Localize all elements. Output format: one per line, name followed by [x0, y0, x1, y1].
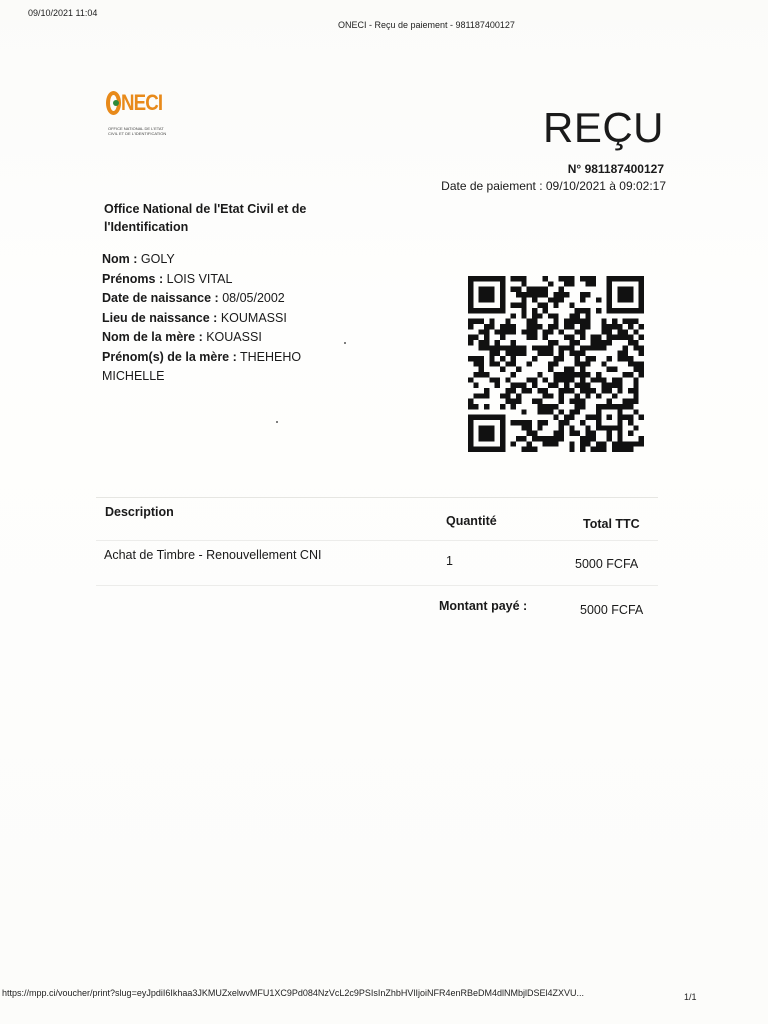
logo-o-icon — [106, 91, 121, 115]
footer-page-number: 1/1 — [684, 992, 697, 1002]
prenoms-value: LOIS VITAL — [166, 271, 233, 286]
print-datetime: 09/10/2021 11:04 — [28, 8, 98, 18]
prenoms-label: Prénoms : — [102, 271, 164, 286]
header-total: Total TTC — [583, 517, 640, 531]
lieu-value: KOUMASSI — [220, 310, 287, 325]
nom-label: Nom : — [102, 252, 138, 266]
row-quantity: 1 — [446, 554, 453, 568]
logo-subtitle: OFFICE NATIONAL DE L'ETAT CIVIL ET DE L'IDENTIFICATION — [108, 126, 167, 136]
row-description: Achat de Timbre - Renouvellement CNI — [104, 548, 322, 562]
amount-paid-value: 5000 FCFA — [580, 603, 644, 617]
prenom-mere-label: Prénom(s) de la mère : — [102, 349, 237, 364]
naissance-label: Date de naissance : — [102, 291, 219, 305]
footer-url: https://mpp.ci/voucher/print?slug=eyJpdiI6Ikhaa3JKMUZxelwvMFU1XC9Pd084NzVcL2c9PSIsInZhbHVlIjoiNFR4enRBeDM4dlNMbjlDSEl4ZXVU... — [2, 988, 584, 998]
identity-row-prenom-mere — [102, 348, 362, 387]
header-quantity: Quantité — [446, 514, 497, 528]
table-bottom-divider — [96, 585, 658, 586]
identity-row-mere — [102, 328, 362, 348]
identity-row-nom — [102, 250, 362, 270]
header-description: Description — [105, 505, 174, 519]
scan-speck — [276, 421, 278, 423]
payment-date: Date de paiement : 09/10/2021 à 09:02:17 — [441, 179, 666, 193]
qr-code — [462, 276, 650, 452]
lieu-label: Lieu de naissance : — [102, 310, 218, 325]
receipt-number: N° 981187400127 — [567, 162, 664, 176]
nom-value: GOLY — [140, 252, 175, 266]
table-top-divider — [96, 497, 658, 498]
print-document-title: ONECI - Reçu de paiement - 981187400127 — [338, 20, 515, 30]
naissance-value: 08/05/2002 — [222, 291, 285, 305]
receipt-title: REÇU — [542, 104, 664, 151]
print-footer — [0, 986, 768, 1006]
logo-mark — [106, 90, 170, 116]
oneci-logo — [106, 90, 170, 140]
logo-text: NECI — [121, 90, 163, 115]
identity-block — [102, 250, 362, 387]
identity-row-prenoms — [102, 270, 362, 290]
identity-row-lieu — [102, 309, 362, 329]
mere-label: Nom de la mère : — [102, 330, 203, 344]
scan-speck — [344, 342, 346, 344]
row-total: 5000 FCFA — [575, 557, 639, 571]
amount-paid-label: Montant payé : — [439, 599, 528, 613]
print-header — [28, 8, 748, 38]
prenom-mere-value: THEHEHO MICHELLE — [102, 349, 302, 383]
organization-name: Office National de l'Etat Civil et de l'Identification — [104, 202, 307, 234]
mere-value: KOUASSI — [206, 330, 262, 344]
table-header-divider — [96, 540, 658, 541]
identity-row-naissance — [102, 289, 362, 309]
